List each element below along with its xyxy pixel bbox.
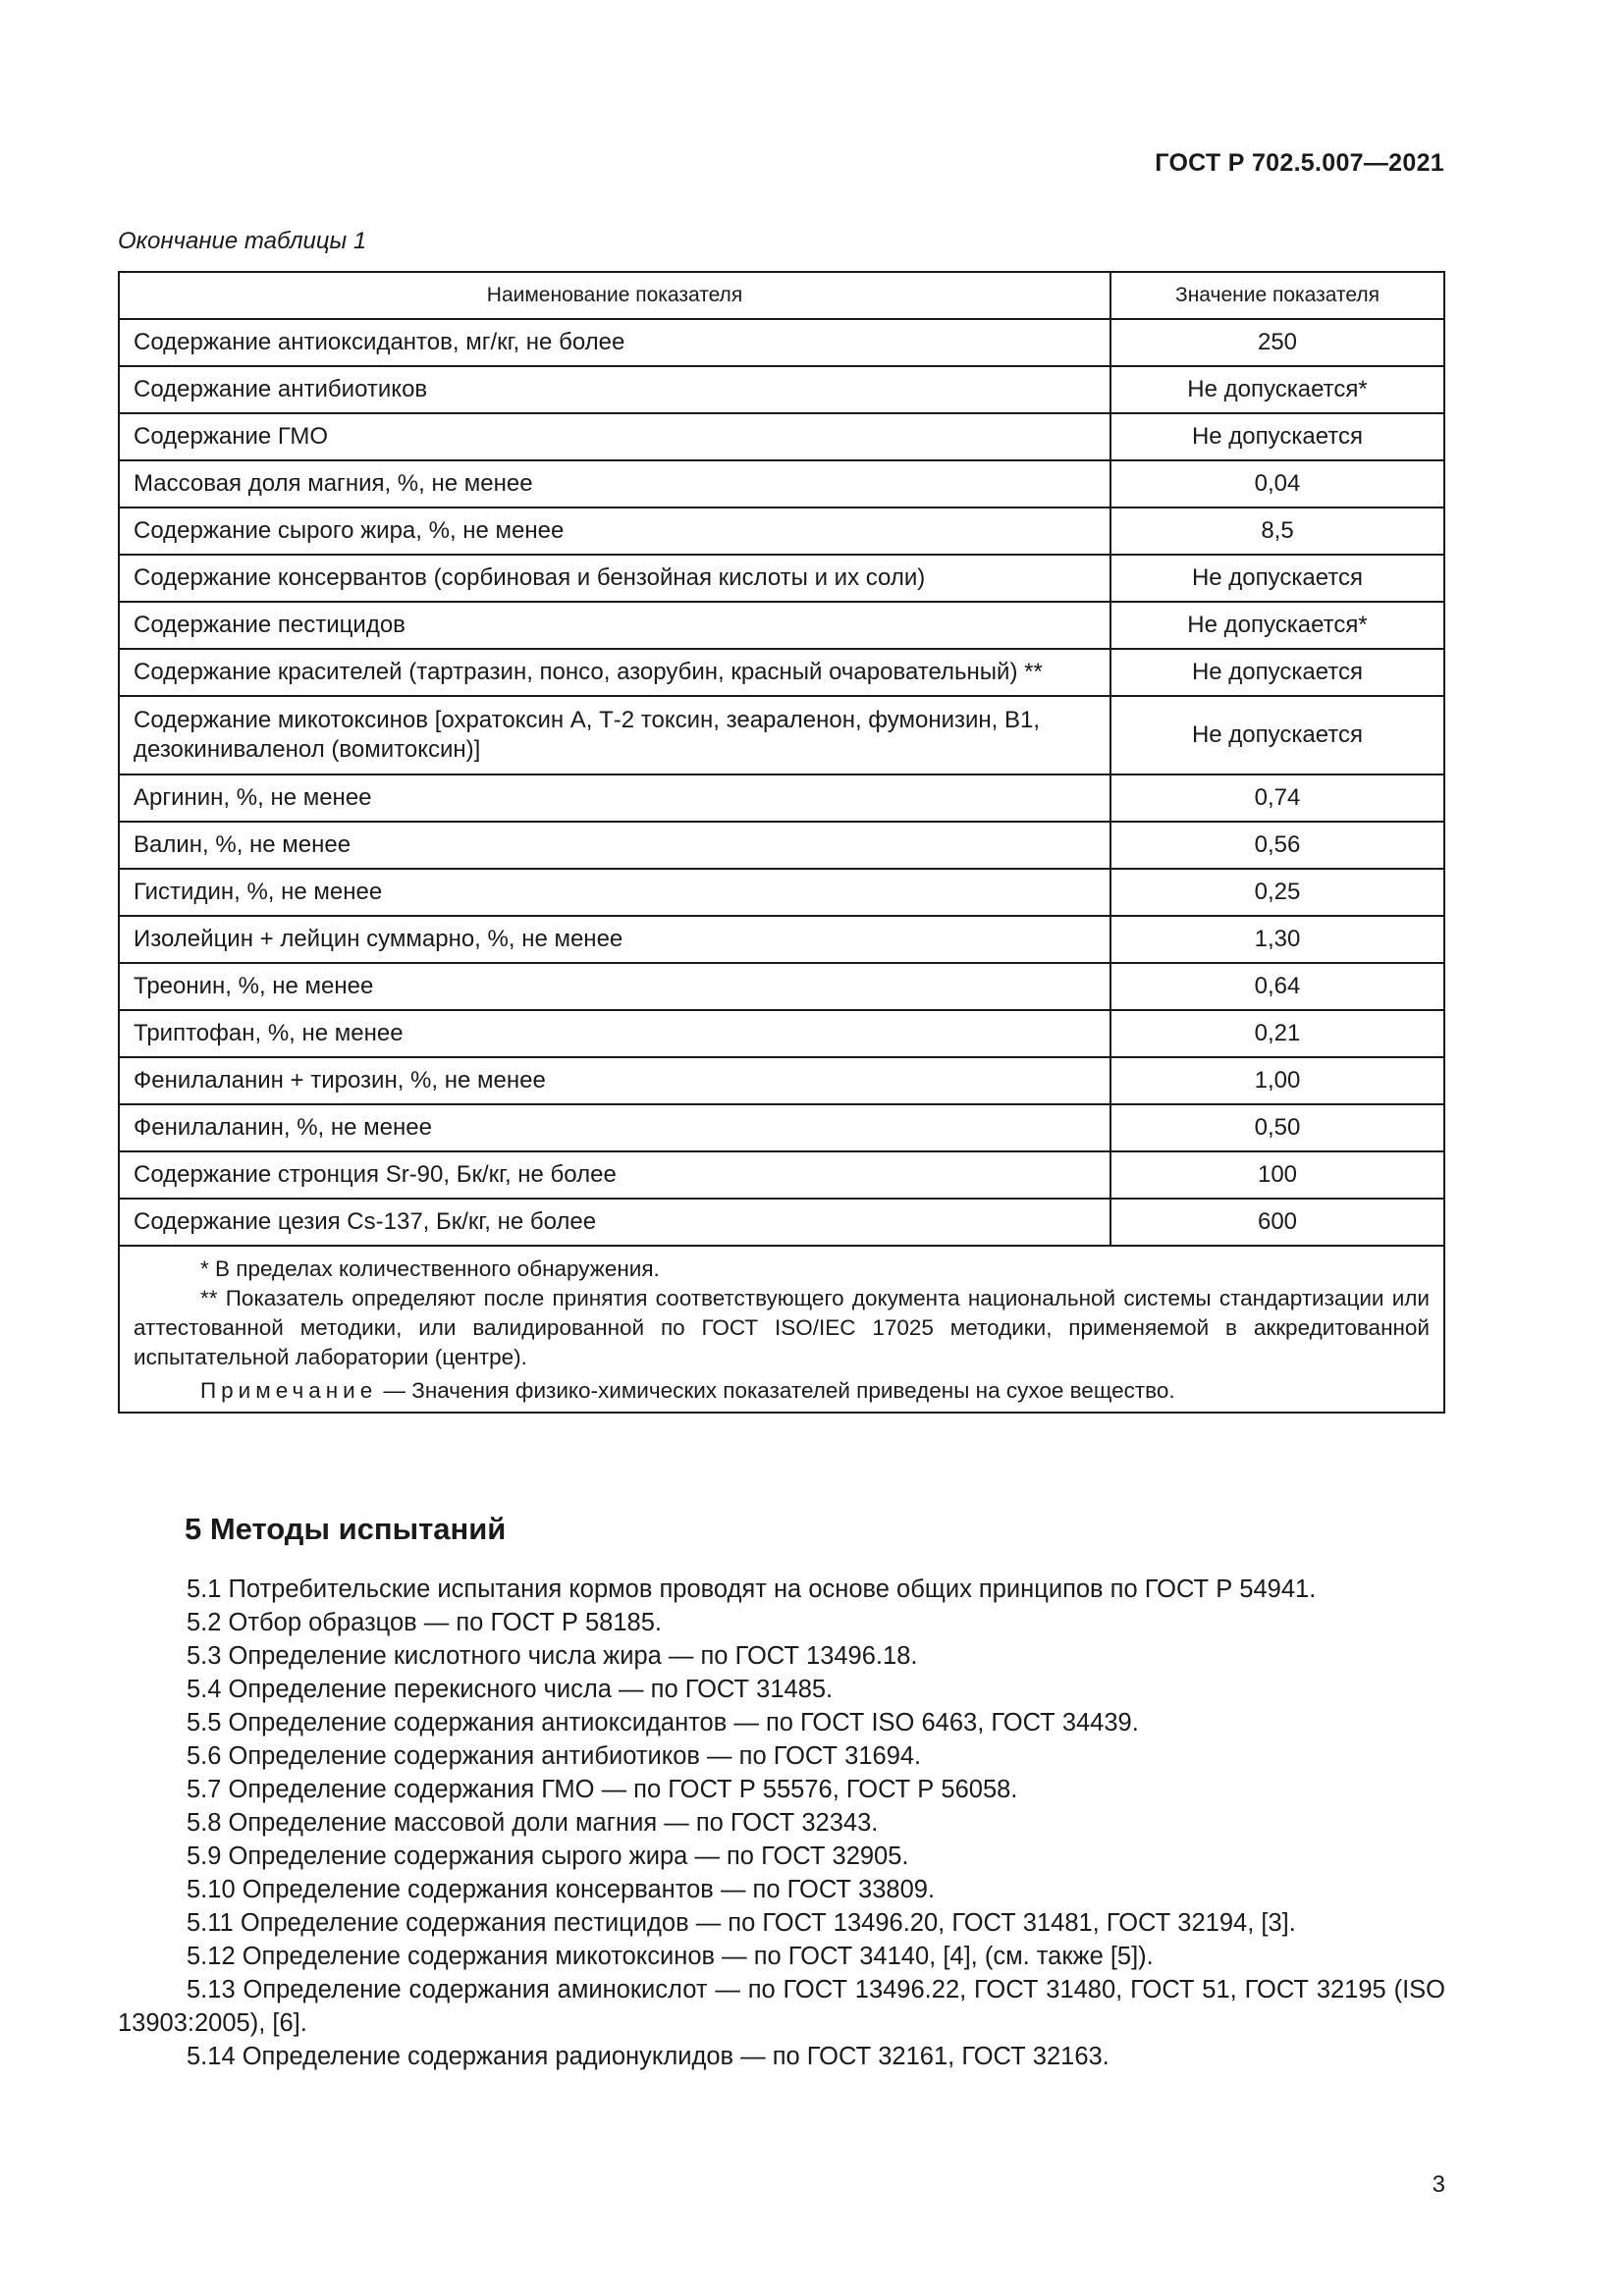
indicator-value: Не допускается	[1110, 413, 1444, 460]
indicator-name: Содержание антиоксидантов, мг/кг, не более	[119, 319, 1110, 366]
method-item: 5.13 Определение содержания аминокислот — по ГОСТ 13496.22, ГОСТ 31480, ГОСТ 51, ГОСТ 32195 (ISO 13903:2005), [6].	[118, 1976, 1445, 2037]
indicator-name: Содержание пестицидов	[119, 602, 1110, 649]
page-number: 3	[1432, 2171, 1445, 2198]
table-row	[119, 1151, 1444, 1199]
indicator-value: Не допускается	[1110, 696, 1444, 774]
indicator-value: Не допускается*	[1110, 602, 1444, 649]
indicator-name: Содержание стронция Sr-90, Бк/кг, не более	[119, 1151, 1110, 1199]
method-item: 5.11 Определение содержания пестицидов — по ГОСТ 13496.20, ГОСТ 31481, ГОСТ 32194, [3].	[187, 1909, 1296, 1937]
indicator-value: 0,56	[1110, 822, 1444, 869]
indicator-value: 1,00	[1110, 1057, 1444, 1104]
method-item: 5.5 Определение содержания антиоксидантов — по ГОСТ ISO 6463, ГОСТ 34439.	[187, 1709, 1139, 1736]
indicator-value: 250	[1110, 319, 1444, 366]
method-item: 5.12 Определение содержания микотоксинов — по ГОСТ 34140, [4], (см. также [5]).	[187, 1943, 1154, 1970]
table-row	[119, 413, 1444, 460]
indicator-name: Содержание красителей (тартразин, понсо, азорубин, красный очаровательный) **	[119, 649, 1110, 696]
indicator-name: Треонин, %, не менее	[119, 963, 1110, 1010]
methods-list	[118, 1573, 1445, 2073]
method-item: 5.3 Определение кислотного числа жира — по ГОСТ 13496.18.	[187, 1642, 918, 1670]
method-item: 5.2 Отбор образцов — по ГОСТ Р 58185.	[187, 1609, 662, 1636]
indicator-name: Аргинин, %, не менее	[119, 774, 1110, 822]
indicator-value: Не допускается*	[1110, 366, 1444, 413]
note-label: Примечание	[200, 1378, 378, 1403]
method-item: 5.7 Определение содержания ГМО — по ГОСТ Р 55576, ГОСТ Р 56058.	[187, 1776, 1018, 1803]
indicator-name: Содержание консервантов (сорбиновая и бензойная кислоты и их соли)	[119, 555, 1110, 602]
indicator-name: Содержание ГМО	[119, 413, 1110, 460]
table-row	[119, 507, 1444, 555]
indicator-value: Не допускается	[1110, 555, 1444, 602]
table-row	[119, 460, 1444, 507]
indicator-name: Содержание цезия Cs-137, Бк/кг, не более	[119, 1199, 1110, 1246]
table-row	[119, 774, 1444, 822]
section-title: 5 Методы испытаний	[185, 1512, 507, 1546]
table-row	[119, 869, 1444, 916]
table-notes-row	[119, 1246, 1444, 1413]
document-code: ГОСТ Р 702.5.007—2021	[1155, 149, 1444, 177]
indicator-value: 0,50	[1110, 1104, 1444, 1151]
table-caption: Окончание таблицы 1	[118, 228, 367, 254]
table-row	[119, 602, 1444, 649]
table-row	[119, 649, 1444, 696]
method-item: 5.14 Определение содержания радионуклидов — по ГОСТ 32161, ГОСТ 32163.	[187, 2043, 1110, 2070]
indicator-value: 0,64	[1110, 963, 1444, 1010]
indicator-name: Триптофан, %, не менее	[119, 1010, 1110, 1057]
table-row	[119, 822, 1444, 869]
indicator-value: Не допускается	[1110, 649, 1444, 696]
table-row	[119, 366, 1444, 413]
indicator-value: 8,5	[1110, 507, 1444, 555]
table-row	[119, 1057, 1444, 1104]
indicator-name: Гистидин, %, не менее	[119, 869, 1110, 916]
table-notes	[119, 1246, 1444, 1413]
indicators-table	[118, 271, 1445, 1414]
indicator-name: Изолейцин + лейцин суммарно, %, не менее	[119, 916, 1110, 963]
table-row	[119, 319, 1444, 366]
indicator-name: Содержание антибиотиков	[119, 366, 1110, 413]
table-note	[134, 1376, 1430, 1406]
method-item: 5.6 Определение содержания антибиотиков — по ГОСТ 31694.	[187, 1742, 922, 1770]
indicator-name: Массовая доля магния, %, не менее	[119, 460, 1110, 507]
table-row	[119, 963, 1444, 1010]
indicator-value: 0,04	[1110, 460, 1444, 507]
table-row	[119, 916, 1444, 963]
table-row	[119, 1010, 1444, 1057]
method-item: 5.10 Определение содержания консервантов — по ГОСТ 33809.	[187, 1876, 936, 1903]
method-item: 5.4 Определение перекисного числа — по ГОСТ 31485.	[187, 1676, 834, 1703]
indicator-value: 0,25	[1110, 869, 1444, 916]
table-row	[119, 1199, 1444, 1246]
indicator-name: Валин, %, не менее	[119, 822, 1110, 869]
indicator-value: 1,30	[1110, 916, 1444, 963]
indicator-value: 0,74	[1110, 774, 1444, 822]
method-item: 5.1 Потребительские испытания кормов проводят на основе общих принципов по ГОСТ Р 54941.	[187, 1575, 1317, 1603]
footnote-2: ** Показатель определяют после принятия соответствующего документа национальной системы стандартизации или аттестованной методики, или валидированной по ГОСТ ISO/IEC 17025 методики, применяемой в аккредитованной испытательной лаборатории (центре).	[134, 1286, 1430, 1369]
method-item: 5.9 Определение содержания сырого жира — по ГОСТ 32905.	[187, 1842, 909, 1870]
column-header-value: Значение показателя	[1110, 272, 1444, 319]
note-text: — Значения физико-химических показателей приведены на сухое вещество.	[377, 1378, 1175, 1403]
indicator-name: Фенилаланин + тирозин, %, не менее	[119, 1057, 1110, 1104]
indicator-name: Фенилаланин, %, не менее	[119, 1104, 1110, 1151]
table-row	[119, 696, 1444, 774]
indicator-value: 600	[1110, 1199, 1444, 1246]
indicator-name: Содержание микотоксинов [охратоксин А, Т-2 токсин, зеараленон, фумонизин, В1, дезокиниваленол (вомитоксин)]	[119, 696, 1110, 774]
table-row	[119, 555, 1444, 602]
footnote-1: * В пределах количественного обнаружения.	[200, 1256, 660, 1281]
method-item: 5.8 Определение массовой доли магния — по ГОСТ 32343.	[187, 1809, 879, 1837]
table-header-row	[119, 272, 1444, 319]
indicator-name: Содержание сырого жира, %, не менее	[119, 507, 1110, 555]
indicator-value: 100	[1110, 1151, 1444, 1199]
table-row	[119, 1104, 1444, 1151]
indicator-value: 0,21	[1110, 1010, 1444, 1057]
column-header-name: Наименование показателя	[119, 272, 1110, 319]
